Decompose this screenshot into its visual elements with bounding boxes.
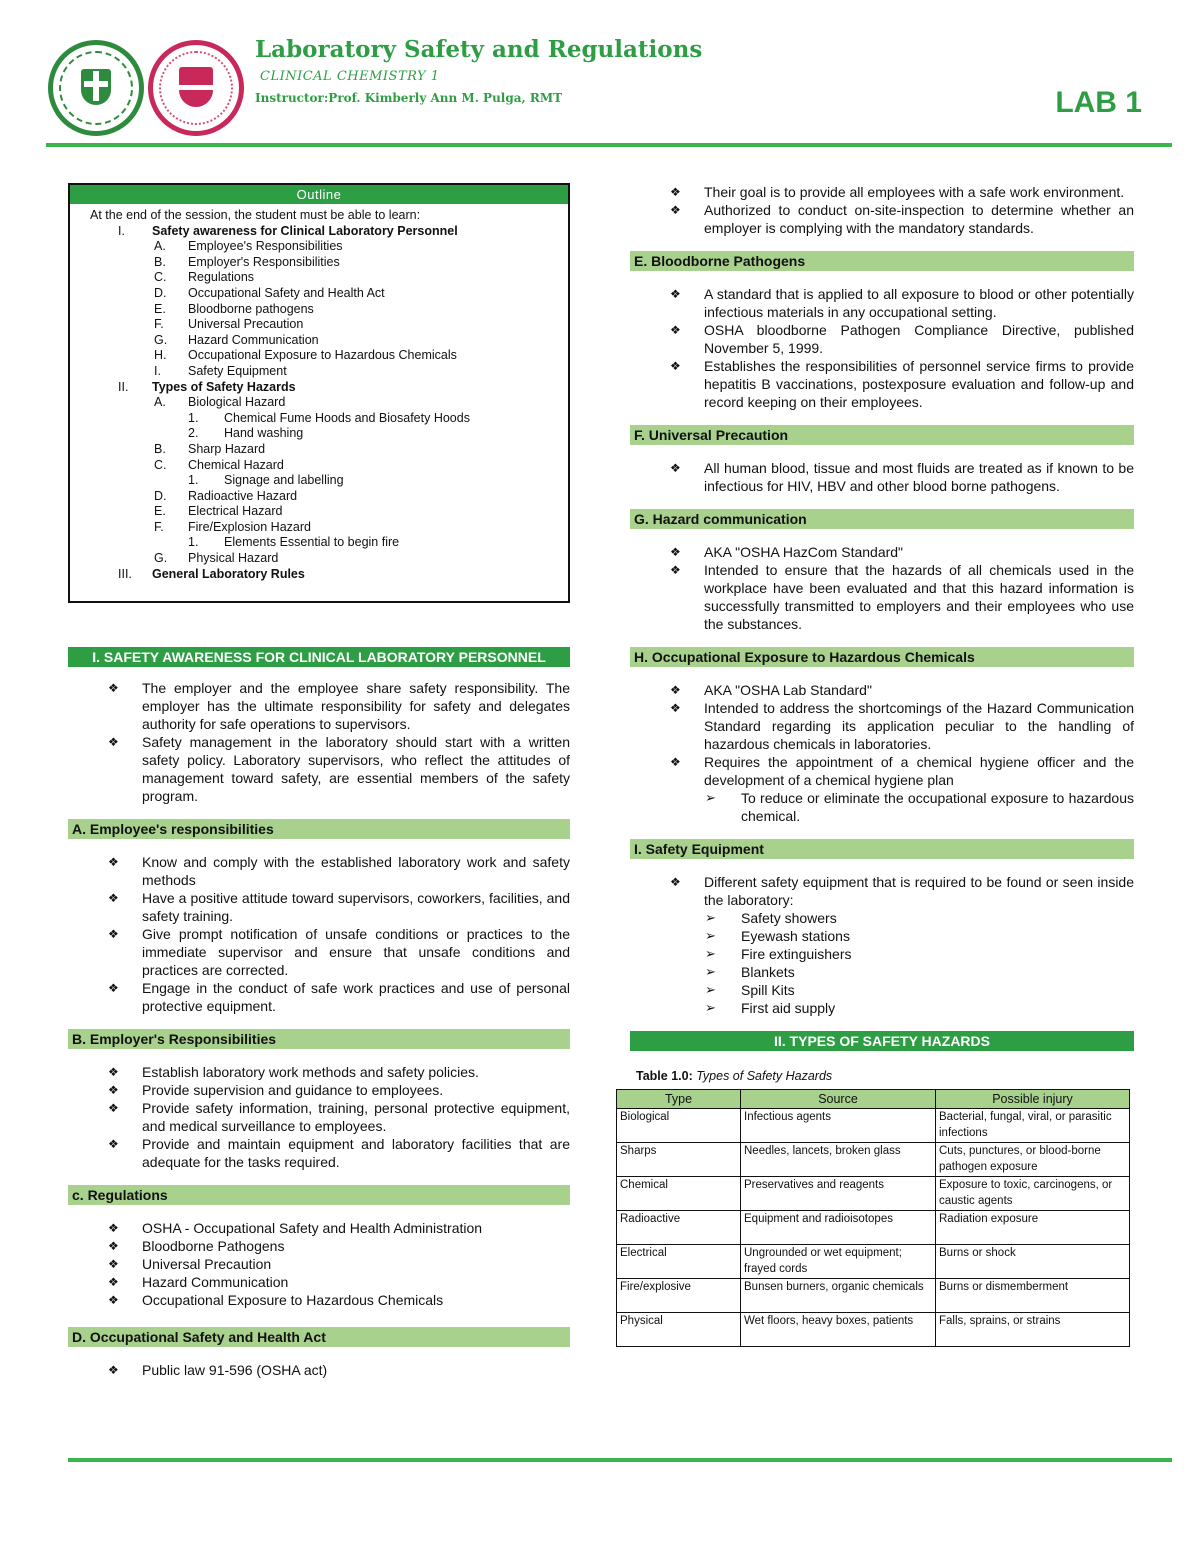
table-caption [636,1067,1134,1085]
outline-item-text: Radioactive Hazard [188,488,298,503]
outline-item [90,489,562,505]
occupational-heading: H. Occupational Exposure to Hazardous Chemicals [630,647,1134,667]
bullet-text: Public law 91-596 (OSHA act) [142,1362,328,1378]
outline-item-text: Fire/Explosion Hazard [188,519,311,534]
section1-heading: I. SAFETY AWARENESS FOR CLINICAL LABORATORY PERSONNEL [68,647,570,667]
outline-item [90,380,562,396]
bullet-item [68,1361,570,1379]
table-cell: Equipment and radioisotopes [741,1211,936,1245]
sub-bullet-text: Blankets [741,964,795,980]
diamond-bullet-icon: ❖ [670,185,681,199]
instructor-name: Instructor:Prof. Kimberly Ann M. Pulga, RMT [255,91,563,105]
diamond-bullet-icon: ❖ [670,287,681,301]
bullet-text: OSHA - Occupational Safety and Health Administration [142,1220,483,1236]
outline-item [90,411,562,427]
bullet-item [630,183,1134,201]
outline-item-number: I. [154,363,161,378]
diamond-bullet-icon: ❖ [670,359,681,373]
bullet-item [68,1255,570,1273]
table-cell: Falls, sprains, or strains [936,1313,1130,1347]
diamond-bullet-icon: ❖ [108,927,119,941]
hazcom-list [630,543,1134,633]
diamond-bullet-icon: ❖ [108,681,119,695]
outline-item [90,239,562,255]
outline-item-text: Regulations [188,270,255,285]
hazcom-heading: G. Hazard communication [630,509,1134,529]
bullet-text: OSHA bloodborne Pathogen Compliance Directive, published November 5, 1999. [704,322,1134,356]
outline-item-number: C. [154,457,167,472]
bullet-text: Establish laboratory work methods and safety policies. [142,1064,479,1080]
bullet-text: Engage in the conduct of safe work practices and use of personal protective equipment. [142,980,570,1014]
table-cell: Burns or shock [936,1245,1130,1279]
outline-item-number: B. [154,254,166,269]
outline-item-number: II. [118,379,129,394]
table-row [617,1313,1130,1347]
diamond-bullet-icon: ❖ [670,323,681,337]
bloodborne-list [630,285,1134,411]
arrow-bullet-icon: ➢ [705,964,716,979]
bullet-item [68,1237,570,1255]
outline-item-number: F. [154,317,164,332]
table-cell: Infectious agents [741,1109,936,1143]
outline-item-number: F. [154,519,164,534]
diamond-bullet-icon: ❖ [108,1239,119,1253]
bullet-item [68,1135,570,1171]
bullet-text: Intended to ensure that the hazards of all chemicals used in the workplace have been evaluated and that this hazard information is successfully transmitted to employers and their employees who use the substances. [704,562,1134,632]
table-column-header: Type [617,1090,741,1109]
outline-item-text: Occupational Exposure to Hazardous Chemicals [188,348,457,363]
sub-bullet-item [630,789,1134,825]
bloodborne-heading: E. Bloodborne Pathogens [630,251,1134,271]
outline-item-text: Sharp Hazard [188,441,266,456]
arrow-bullet-icon: ➢ [705,790,716,805]
table-cell: Ungrounded or wet equipment; frayed cords [741,1245,936,1279]
bullet-item [630,285,1134,321]
equipment-heading: I. Safety Equipment [630,839,1134,859]
outline-box [68,183,570,603]
diamond-bullet-icon: ❖ [108,1137,119,1151]
outline-item-number: G. [154,551,168,566]
outline-item-number: C. [154,270,167,285]
table-cell: Preservatives and reagents [741,1177,936,1211]
bullet-text: Their goal is to provide all employees with a safe work environment. [704,184,1125,200]
outline-item-text: Hazard Communication [188,332,319,347]
outline-item [90,255,562,271]
outline-item [90,520,562,536]
bullet-item [68,1063,570,1081]
outline-item-text: Chemical Fume Hoods and Biosafety Hoods [224,410,470,425]
diamond-bullet-icon: ❖ [108,1101,119,1115]
sub-bullet-item [630,945,1134,963]
bullet-text: Universal Precaution [142,1256,272,1272]
outline-item [90,426,562,442]
table-cell: Sharps [617,1143,741,1177]
diamond-bullet-icon: ❖ [670,683,681,697]
arrow-bullet-icon: ➢ [705,928,716,943]
bullet-text: Provide supervision and guidance to employees. [142,1082,444,1098]
arrow-bullet-icon: ➢ [705,910,716,925]
section1-list [68,679,570,805]
footer-rule [68,1458,1172,1462]
outline-item-text: Physical Hazard [188,551,279,566]
bullet-item [68,679,570,733]
bullet-item [68,925,570,979]
diamond-bullet-icon: ❖ [108,855,119,869]
hazards-table [616,1089,1130,1347]
outline-item [90,458,562,474]
document-title: Laboratory Safety and Regulations [255,36,703,63]
regulations-list [68,1219,570,1309]
table-row [617,1211,1130,1245]
bullet-text: Know and comply with the established laboratory work and safety methods [142,854,570,888]
bullet-item [630,321,1134,357]
outline-item [90,333,562,349]
universal-heading: F. Universal Precaution [630,425,1134,445]
lab-number: LAB 1 [1055,86,1142,119]
bullet-item [630,201,1134,237]
table-cell: Physical [617,1313,741,1347]
diamond-bullet-icon: ❖ [108,891,119,905]
bullet-text: AKA "OSHA Lab Standard" [704,682,872,698]
outline-item-number: E. [154,301,166,316]
outline-item-number: B. [154,441,166,456]
table-cell: Cuts, punctures, or blood-borne pathogen exposure [936,1143,1130,1177]
sub-bullet-text: Fire extinguishers [741,946,852,962]
bullet-text: Hazard Communication [142,1274,289,1290]
bullet-text: Provide and maintain equipment and laboratory facilities that are adequate for the tasks required. [142,1136,570,1170]
employee-heading: A. Employee's responsibilities [68,819,570,839]
table-row [617,1177,1130,1211]
sub-bullet-item [630,999,1134,1017]
outline-item-number: D. [154,285,167,300]
sub-bullet-item [630,981,1134,999]
bullet-text: Bloodborne Pathogens [142,1238,285,1254]
table-row [617,1245,1130,1279]
bullet-item [68,1291,570,1309]
table-row [617,1143,1130,1177]
bullet-text: Safety management in the laboratory should start with a written safety policy. Laboratory supervisors, who reflect the attitudes of management toward safety, are essential members of the safety program. [142,734,570,804]
employee-list [68,853,570,1015]
table-cell: Wet floors, heavy boxes, patients [741,1313,936,1347]
diamond-bullet-icon: ❖ [670,563,681,577]
bullet-item [68,1099,570,1135]
bullet-text: All human blood, tissue and most fluids are treated as if known to be infectious for HIV, HBV and other blood borne pathogens. [704,460,1134,494]
table-cell: Bacterial, fungal, viral, or parasitic infections [936,1109,1130,1143]
diamond-bullet-icon: ❖ [108,1363,119,1377]
bullet-item [630,543,1134,561]
outline-item [90,473,562,489]
bullet-text: Provide safety information, training, personal protective equipment, and medical surveillance to employees. [142,1100,570,1134]
sub-bullet-text: Eyewash stations [741,928,850,944]
outline-heading: Outline [70,185,568,204]
sub-bullet-text: Safety showers [741,910,837,926]
outline-item-number: G. [154,332,168,347]
outline-item [90,270,562,286]
bullet-item [68,1219,570,1237]
outline-item [90,535,562,551]
osha-list-left [68,1361,570,1379]
outline-item-number: I. [118,223,125,238]
diamond-bullet-icon: ❖ [108,1275,119,1289]
bullet-text: Occupational Exposure to Hazardous Chemicals [142,1292,444,1308]
right-column [620,183,1134,1347]
sub-bullet-text: Spill Kits [741,982,795,998]
outline-item-number: D. [154,488,167,503]
bullet-item [630,561,1134,633]
sub-bullet-item [630,963,1134,981]
outline-item-text: Employer's Responsibilities [188,254,340,269]
table-cell: Needles, lancets, broken glass [741,1143,936,1177]
diamond-bullet-icon: ❖ [108,1221,119,1235]
regulations-heading: c. Regulations [68,1185,570,1205]
table-caption-title: Types of Safety Hazards [696,1069,833,1083]
outline-item [90,551,562,567]
outline-item-number: H. [154,348,167,363]
outline-item-text: Employee's Responsibilities [188,239,343,254]
outline-item [90,504,562,520]
table-cell: Chemical [617,1177,741,1211]
bullet-text: Have a positive attitude toward supervisors, coworkers, facilities, and safety training. [142,890,570,924]
sub-bullet-text: To reduce or eliminate the occupational exposure to hazardous chemical. [741,790,1134,824]
bullet-item [68,1081,570,1099]
table-cell: Burns or dismemberment [936,1279,1130,1313]
diamond-bullet-icon: ❖ [108,735,119,749]
outline-item-text: Universal Precaution [188,317,304,332]
occupational-list [630,681,1134,825]
bullet-text: Establishes the responsibilities of personnel service firms to provide hepatitis B vaccinations, postexposure evaluation and follow-up and record keeping on their employees. [704,358,1134,410]
bullet-item [68,853,570,889]
equipment-list [630,873,1134,1017]
outline-item-text: Hand washing [224,426,304,441]
outline-item-number: 1. [188,473,199,488]
table-column-header: Source [741,1090,936,1109]
bullet-text: A standard that is applied to all exposure to blood or other potentially infectious materials in any occupational setting. [704,286,1134,320]
diamond-bullet-icon: ❖ [670,461,681,475]
bullet-item [68,889,570,925]
bullet-item [630,753,1134,789]
table-header-row [617,1090,1130,1109]
outline-item-text: General Laboratory Rules [152,566,305,581]
outline-list [70,204,568,586]
bullet-text: Authorized to conduct on-site-inspection to determine whether an employer is complying with the mandatory standards. [704,202,1134,236]
outline-item-number: A. [154,239,166,254]
table-cell: Radioactive [617,1211,741,1245]
outline-item [90,224,562,240]
bullet-text: Give prompt notification of unsafe conditions or practices to the immediate supervisor and ensure that unsafe conditions and practices are corrected. [142,926,570,978]
outline-item [90,286,562,302]
bullet-item [630,873,1134,909]
university-seal-logo [48,40,144,136]
section2-heading: II. TYPES OF SAFETY HAZARDS [630,1031,1134,1051]
bullet-item [630,459,1134,495]
bullet-item [630,699,1134,753]
diamond-bullet-icon: ❖ [670,203,681,217]
course-name: CLINICAL CHEMISTRY 1 [260,69,440,84]
arrow-bullet-icon: ➢ [705,946,716,961]
osha-list-right [630,183,1134,237]
outline-intro: At the end of the session, the student must be able to learn: [90,208,421,222]
outline-item [90,348,562,364]
outline-item-number: 2. [188,426,199,441]
bullet-text: The employer and the employee share safety responsibility. The employer has the ultimate responsibility for safety and delegates authority for safe operations to supervisors. [142,680,570,732]
employer-heading: B. Employer's Responsibilities [68,1029,570,1049]
table-body [617,1109,1130,1347]
outline-item-number: A. [154,395,166,410]
diamond-bullet-icon: ❖ [108,1065,119,1079]
bullet-text: Intended to address the shortcomings of the Hazard Communication Standard regarding its application peculiar to the handling of hazardous chemicals in laboratories. [704,700,1134,752]
table-caption-number: Table 1.0: [636,1069,693,1083]
outline-item-number: 1. [188,410,199,425]
outline-item [90,567,562,583]
bullet-item [68,1273,570,1291]
arrow-bullet-icon: ➢ [705,1000,716,1015]
table-row [617,1279,1130,1313]
sub-bullet-item [630,927,1134,945]
outline-item-text: Safety awareness for Clinical Laboratory Personnel [152,223,458,238]
header-rule [46,143,1172,147]
diamond-bullet-icon: ❖ [670,701,681,715]
outline-item-number: E. [154,504,166,519]
bullet-item [630,681,1134,699]
diamond-bullet-icon: ❖ [108,1293,119,1307]
table-row [617,1109,1130,1143]
arrow-bullet-icon: ➢ [705,982,716,997]
table-cell: Exposure to toxic, carcinogens, or caustic agents [936,1177,1130,1211]
diamond-bullet-icon: ❖ [670,875,681,889]
outline-item-text: Chemical Hazard [188,457,284,472]
table-column-header: Possible injury [936,1090,1130,1109]
employer-list [68,1063,570,1171]
outline-item-text: Occupational Safety and Health Act [188,285,385,300]
outline-item-text: Types of Safety Hazards [152,379,296,394]
bullet-item [630,357,1134,411]
table-cell: Bunsen burners, organic chemicals [741,1279,936,1313]
diamond-bullet-icon: ❖ [108,1257,119,1271]
table-cell: Electrical [617,1245,741,1279]
outline-item [90,317,562,333]
table-cell: Fire/explosive [617,1279,741,1313]
outline-item-text: Safety Equipment [188,363,287,378]
outline-item-text: Electrical Hazard [188,504,283,519]
osha-heading: D. Occupational Safety and Health Act [68,1327,570,1347]
universal-list [630,459,1134,495]
diamond-bullet-icon: ❖ [670,545,681,559]
left-column [68,183,570,1393]
outline-item-text: Signage and labelling [224,473,344,488]
diamond-bullet-icon: ❖ [108,1083,119,1097]
outline-item [90,395,562,411]
diamond-bullet-icon: ❖ [670,755,681,769]
sub-bullet-item [630,909,1134,927]
bullet-text: Requires the appointment of a chemical hygiene officer and the development of a chemical hygiene plan [704,754,1134,788]
outline-item-text: Biological Hazard [188,395,286,410]
outline-item-number: 1. [188,535,199,550]
diamond-bullet-icon: ❖ [108,981,119,995]
college-seal-logo [148,40,244,136]
bullet-item [68,979,570,1015]
outline-item-text: Bloodborne pathogens [188,301,314,316]
sub-bullet-text: First aid supply [741,1000,836,1016]
outline-item-number: III. [118,566,132,581]
table-cell: Radiation exposure [936,1211,1130,1245]
bullet-item [68,733,570,805]
outline-item [90,442,562,458]
bullet-text: AKA "OSHA HazCom Standard" [704,544,904,560]
outline-item-text: Elements Essential to begin fire [224,535,400,550]
table-cell: Biological [617,1109,741,1143]
outline-item [90,364,562,380]
bullet-text: Different safety equipment that is required to be found or seen inside the laboratory: [704,874,1134,908]
outline-item [90,302,562,318]
